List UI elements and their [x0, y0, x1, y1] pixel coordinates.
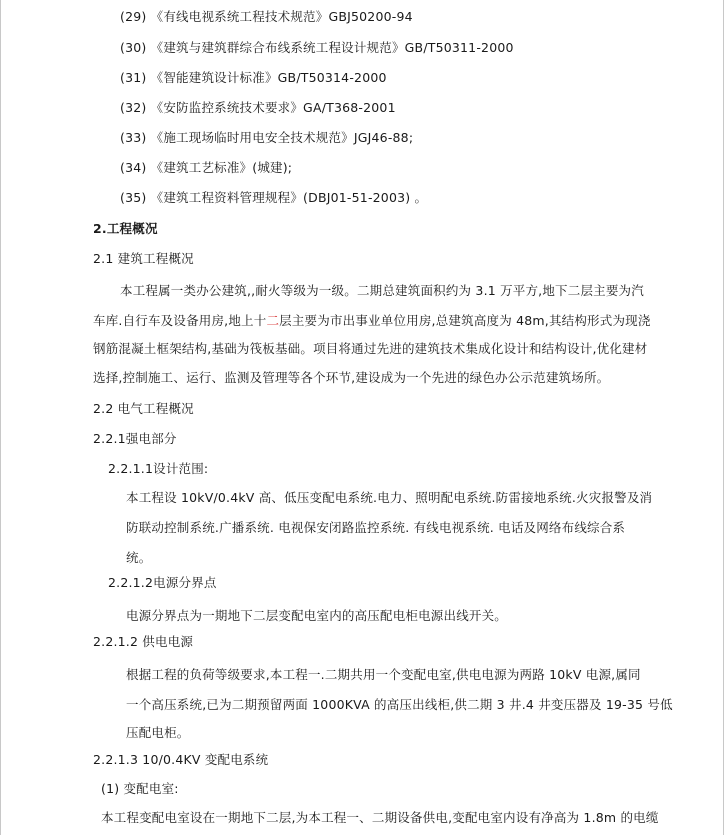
section-2-2-heading: 2.2 电气工程概况 — [93, 401, 194, 416]
paragraph-line: 选择,控制施工、运行、监测及管理等各个环节,建设成为一个先进的绿色办公示范建筑场所。 — [93, 370, 610, 385]
paragraph-line: 防联动控制系统.广播系统. 电视保安闭路监控系统. 有线电视系统. 电话及网络布线综合系 — [126, 520, 626, 535]
standard-item-34: (34) 《建筑工艺标准》(城建); — [120, 160, 293, 175]
paragraph-line: 统。 — [126, 550, 152, 565]
paragraph-line: 电源分界点为一期地下二层变配电室内的高压配电柜电源出线开关。 — [126, 608, 508, 623]
standard-item-30: (30) 《建筑与建筑群综合布线系统工程设计规范》GB/T50311-2000 — [120, 40, 514, 55]
subsection-label: (1) 变配电室: — [101, 781, 179, 796]
section-2-1-heading: 2.1 建筑工程概况 — [93, 251, 194, 266]
section-2-2-1-2-heading: 2.2.1.2电源分界点 — [108, 575, 217, 590]
section-2-heading: 2.工程概况 — [93, 221, 158, 236]
paragraph-line: 车库.自行车及设备用房,地上十二层主要为市出事业单位用房,总建筑高度为 48m,其结构形式为现浇 — [93, 313, 651, 328]
paragraph-line: 本工程属一类办公建筑,,耐火等级为一级。二期总建筑面积约为 3.1 万平方,地下二层主要为汽 — [120, 283, 644, 298]
section-2-2-1-heading: 2.2.1强电部分 — [93, 431, 177, 446]
standard-item-35: (35) 《建筑工程资料管理规程》(DBJ01-51-2003) 。 — [120, 190, 428, 205]
paragraph-line: 本工程设 10kV/0.4kV 高、低压变配电系统.电力、照明配电系统.防雷接地系统.火灾报警及消 — [126, 490, 653, 505]
section-2-2-1-2-power-heading: 2.2.1.2 供电电源 — [93, 634, 194, 649]
paragraph-line: 一个高压系统,已为二期预留两面 1000KVA 的高压出线柜,供二期 3 井.4 井变压器及 19-35 号低 — [126, 697, 673, 712]
highlighted-char: 二 — [266, 313, 280, 328]
section-2-2-1-3-heading: 2.2.1.3 10/0.4KV 变配电系统 — [93, 752, 269, 767]
standard-item-32: (32) 《安防监控系统技术要求》GA/T368-2001 — [120, 100, 396, 115]
standard-item-31: (31) 《智能建筑设计标准》GB/T50314-2000 — [120, 70, 387, 85]
paragraph-line: 根据工程的负荷等级要求,本工程一.二期共用一个变配电室,供电电源为两路 10kV 电源,属同 — [126, 667, 641, 682]
section-2-2-1-1-heading: 2.2.1.1设计范围: — [108, 461, 209, 476]
paragraph-line: 钢筋混凝土框架结构,基础为筏板基础。项目将通过先进的建筑技术集成化设计和结构设计,优化建材 — [93, 341, 648, 356]
standard-item-29: (29) 《有线电视系统工程技术规范》GBJ50200-94 — [120, 9, 413, 24]
standard-item-33: (33) 《施工现场临时用电安全技术规范》JGJ46-88; — [120, 130, 414, 145]
paragraph-line: 压配电柜。 — [126, 725, 190, 740]
paragraph-line: 本工程变配电室设在一期地下二层,为本工程一、二期设备供电,变配电室内设有净高为 1.8m 的电缆 — [101, 810, 659, 825]
